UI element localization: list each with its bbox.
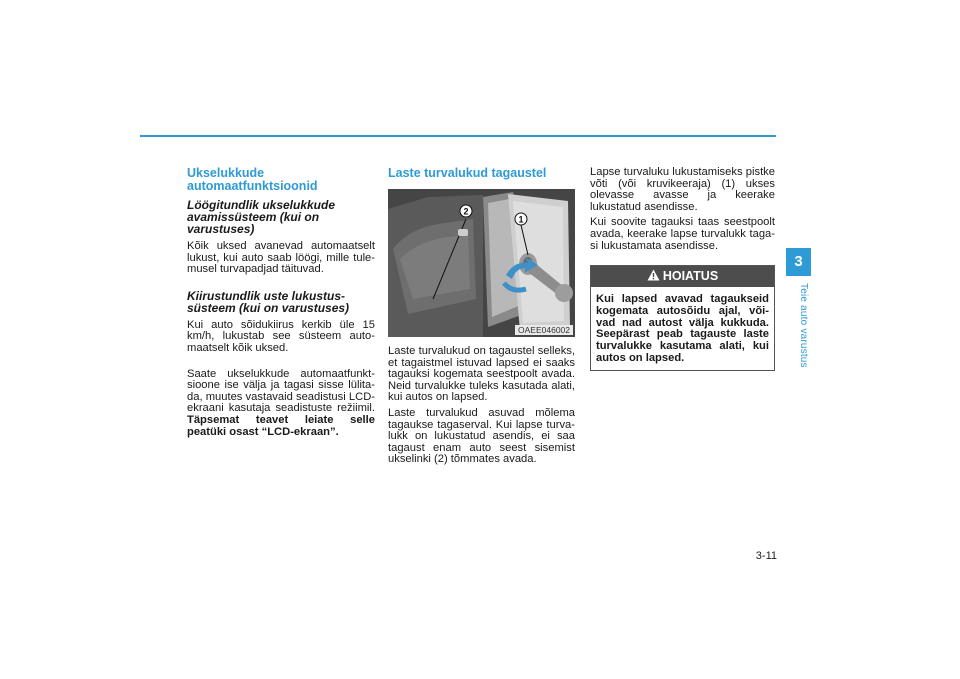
column-right bbox=[590, 167, 775, 371]
warning-triangle-icon bbox=[647, 269, 660, 281]
paragraph-lock-procedure: Lapse turvaluku lukustamiseks pistke võti (või kruvikeeraja) (1) ukses olevasse avasse ja keerake lukustatud asendisse. bbox=[590, 166, 775, 213]
column-left bbox=[187, 167, 375, 438]
subheading-impact-unlock: Löögitundlik ukselukkude avamissüsteem (kui on varustuses) bbox=[187, 198, 336, 236]
callout-label-2: 2 bbox=[463, 206, 469, 217]
car-door-drawing bbox=[388, 189, 575, 337]
page-number: 3-11 bbox=[755, 550, 777, 562]
warning-header bbox=[591, 266, 774, 287]
subheading-speed-lock: Kiirustundlik uste lukustus-süsteem (kui on varustuses) bbox=[187, 288, 350, 315]
paragraph-speed-lock: Kui auto sõidukiirus kerkib üle 15 km/h, lukustab see süsteem auto-maatselt kõik uksed. bbox=[187, 318, 375, 354]
chapter-tab: 3 bbox=[786, 248, 811, 276]
lcd-settings-text: Saate ukselukkude automaatfunkt-sioone ise välja ja tagasi sisse lülita-da, muutes vastavaid seadistusi LCD-ekraani kasutaja seadistuste režiimil. bbox=[187, 367, 375, 415]
callout-label-1: 1 bbox=[518, 214, 524, 225]
paragraph-lcd-settings bbox=[187, 369, 375, 439]
section-heading-auto-lock: Ukselukkude automaatfunktsioonid bbox=[187, 166, 318, 193]
header-rule bbox=[140, 135, 776, 137]
child-lock-illustration bbox=[388, 189, 575, 337]
warning-text: Kui lapsed avavad tagaukseid kogemata autosõidu ajal, või-vad nad autost välja kukkuda. Seepärast peab tagauste laste turvalukke kasutama alati, kui autos on lapsed. bbox=[596, 293, 769, 364]
paragraph-unlock-procedure: Kui soovite tagauksi taas seestpoolt avada, keerake lapse turvalukk taga-si lukustamata asendisse. bbox=[590, 216, 775, 252]
chapter-tab-label: Teie auto varustus bbox=[798, 283, 809, 368]
paragraph-child-lock-purpose: Laste turvalukud on tagaustel selleks, et tagaistmel istuvad lapsed ei saaks tagauksi kogemata seestpoolt avada. Neid turvalukke tuleks kasutada alati, kui autos on lapsed. bbox=[388, 345, 575, 404]
paragraph-child-lock-location: Laste turvalukud asuvad mõlema tagaukse tagaserval. Kui lapse turva-lukk on lukustatud asendis, ei saa tagaust enam auto seest sisemist ukselinki (2) tõmmates avada. bbox=[388, 406, 575, 466]
section-heading-child-locks: Laste turvalukud tagaustel bbox=[388, 166, 547, 180]
warning-box bbox=[590, 265, 775, 371]
column-middle bbox=[388, 167, 575, 466]
lcd-settings-reference: Täpsemat teavet leiate selle peatüki osast “LCD-ekraan”. bbox=[187, 413, 375, 438]
warning-title: HOIATUS bbox=[662, 269, 719, 284]
figure-code: OAEE046002 bbox=[515, 325, 573, 335]
paragraph-impact-unlock: Kõik uksed avanevad automaatselt lukust, kui auto saab löögi, mille tule-musel turvapadjad täituvad. bbox=[187, 240, 375, 276]
